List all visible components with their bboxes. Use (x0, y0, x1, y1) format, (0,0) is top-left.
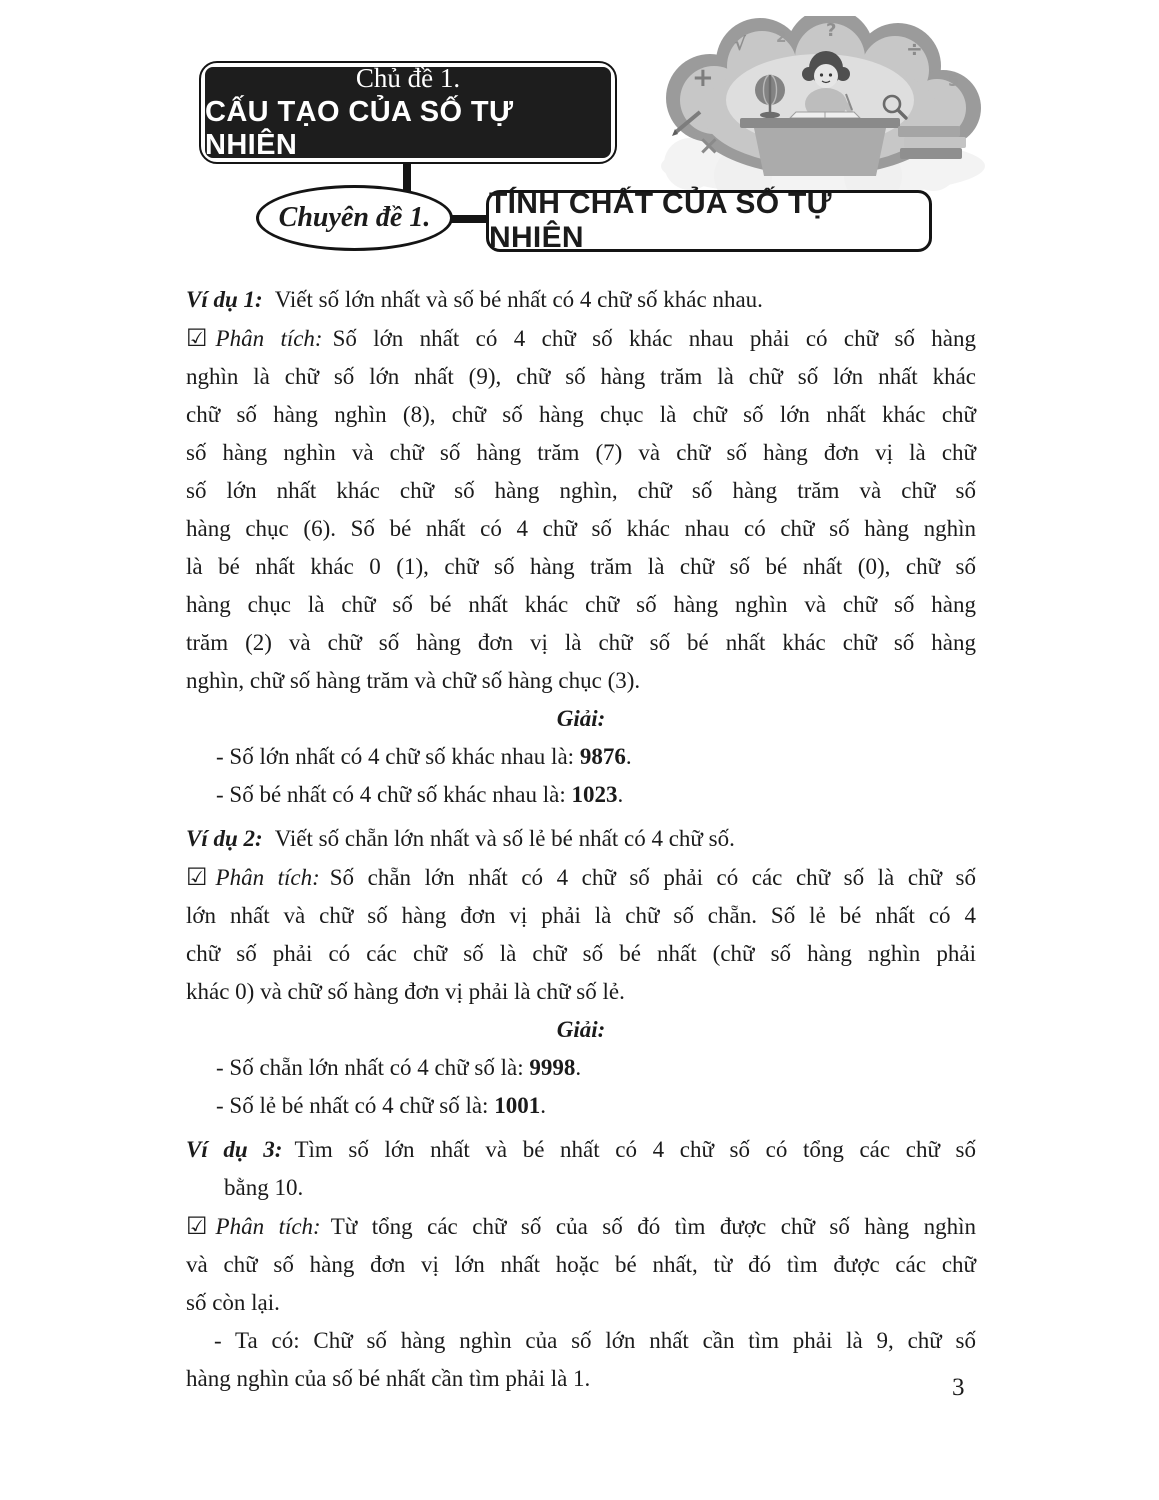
solution-heading: Giải: (556, 706, 606, 731)
analysis-line: khác 0) và chữ số hàng đơn vị phải là chữ số lẻ. (186, 979, 625, 1004)
chapter-title: TÍNH CHẤT CỦA SỐ TỰ NHIÊN (489, 187, 832, 254)
checkbox-icon: ☑ (186, 863, 208, 891)
solution-line (186, 776, 976, 814)
number-icon: 5 (948, 71, 960, 90)
number-icon: 2 (776, 28, 787, 46)
book-stack-icon (898, 126, 966, 159)
analysis-label: Phân tích: (215, 865, 320, 890)
example-2 (186, 820, 976, 1125)
solution-text: - Số bé nhất có 4 chữ số khác nhau là: (216, 782, 572, 807)
analysis-line: nghìn, chữ số hàng trăm và chữ số hàng chục (3). (186, 668, 641, 693)
example-1 (186, 281, 976, 814)
solution-heading: Giải: (556, 1017, 606, 1042)
solution-text: - Số lẻ bé nhất có 4 chữ số là: (216, 1093, 495, 1118)
analysis-text: Số lớn nhất có 4 chữ số khác nhau phải có chữ số hàng (332, 326, 976, 351)
analysis-line: số còn lại. (186, 1290, 280, 1315)
solution-text: - Số lớn nhất có 4 chữ số khác nhau là: (216, 744, 580, 769)
times-icon: × (698, 131, 720, 161)
child-studying-illustration (648, 16, 998, 198)
analysis-line: là bé nhất khác 0 (1), chữ số hàng trăm là chữ số bé nhất (0), chữ số (186, 554, 976, 579)
example-3 (186, 1131, 976, 1398)
solution-text: - Số chẵn lớn nhất có 4 chữ số là: (216, 1055, 530, 1080)
page-number: 3 (952, 1374, 965, 1401)
example-1-statement (186, 281, 976, 319)
example-3-statement (186, 1131, 976, 1169)
analysis-line (186, 1207, 976, 1246)
solution-line (186, 738, 976, 776)
desk (740, 118, 900, 176)
question-icon: ? (826, 20, 837, 41)
example-label: Ví dụ 1: (186, 287, 263, 312)
page-body (186, 281, 976, 1398)
solution-value: 1023 (571, 782, 618, 807)
solution-suffix: . (625, 744, 632, 769)
analysis-label: Phân tích: (215, 326, 323, 351)
example-statement-text: Tìm số lớn nhất và bé nhất có 4 chữ số có tổng các chữ số (294, 1137, 976, 1162)
sqrt-icon: √ (734, 34, 747, 55)
open-book-icon (790, 112, 860, 118)
chapter-title-box (486, 187, 932, 254)
checkbox-icon: ☑ (186, 324, 208, 352)
analysis-label: Phân tích: (215, 1214, 321, 1239)
topic-label: Chủ đề 1. (355, 62, 461, 93)
example-3-statement-cont: bằng 10. (224, 1175, 304, 1200)
solution-line (186, 1087, 976, 1125)
note-line: hàng nghìn của số bé nhất cần tìm phải là 1. (186, 1366, 591, 1391)
analysis-line (186, 319, 976, 358)
solution-suffix: . (617, 782, 624, 807)
analysis-line: lớn nhất và chữ số hàng đơn vị phải là chữ số chẵn. Số lẻ bé nhất có 4 (186, 903, 976, 928)
analysis-line: nghìn là chữ số lớn nhất (9), chữ số hàng trăm là chữ số lớn nhất khác (186, 364, 976, 389)
analysis-text: Số chẵn lớn nhất có 4 chữ số phải có các chữ số là chữ số (329, 865, 976, 890)
checkbox-icon: ☑ (186, 1212, 208, 1240)
note-line: - Ta có: Chữ số hàng nghìn của số lớn nhất cần tìm phải là 9, chữ số (214, 1328, 976, 1353)
analysis-line: hàng chục là chữ số bé nhất khác chữ số hàng nghìn và chữ số hàng (186, 592, 976, 617)
analysis-line: chữ số hàng nghìn (8), chữ số hàng chục là chữ số lớn nhất khác chữ (186, 402, 976, 427)
topic-title: CẤU TẠO CỦA SỐ TỰ NHIÊN (205, 95, 514, 162)
solution-suffix: . (575, 1055, 582, 1080)
analysis-line: chữ số phải có các chữ số là chữ số bé nhất (chữ số hàng nghìn phải (186, 941, 976, 966)
topic-box-inner (205, 62, 611, 162)
divide-icon: ÷ (906, 37, 923, 61)
analysis-line (186, 858, 976, 897)
special-topic-oval (256, 185, 453, 251)
topic-box (199, 61, 617, 164)
example-statement-text: Viết số chẵn lớn nhất và số lẻ bé nhất có 4 chữ số. (274, 826, 735, 851)
analysis-line: và chữ số hàng đơn vị lớn nhất hoặc bé nhất, từ đó tìm được các chữ (186, 1252, 976, 1277)
plus-icon: + (692, 63, 714, 93)
analysis-line: trăm (2) và chữ số hàng đơn vị là chữ số bé nhất khác chữ số hàng (186, 630, 976, 655)
special-topic-label: Chuyên đề 1. (278, 202, 431, 233)
solution-line (186, 1049, 976, 1087)
example-label: Ví dụ 2: (186, 826, 263, 851)
example-2-statement (186, 820, 976, 858)
solution-value: 9876 (579, 744, 626, 769)
solution-value: 9998 (529, 1055, 576, 1080)
example-label: Ví dụ 3: (186, 1137, 283, 1162)
analysis-text: Từ tổng các chữ số của số đó tìm được chữ số hàng nghìn (330, 1214, 976, 1239)
analysis-line: số hàng nghìn và chữ số hàng trăm (7) và chữ số hàng đơn vị là chữ (186, 440, 976, 465)
solution-value: 1001 (494, 1093, 541, 1118)
example-statement-text: Viết số lớn nhất và số bé nhất có 4 chữ số khác nhau. (274, 287, 763, 312)
analysis-line: hàng chục (6). Số bé nhất có 4 chữ số khác nhau có chữ số hàng nghìn (186, 516, 976, 541)
solution-suffix: . (540, 1093, 546, 1118)
analysis-line: số lớn nhất khác chữ số hàng nghìn, chữ số hàng trăm và chữ số (186, 478, 976, 503)
